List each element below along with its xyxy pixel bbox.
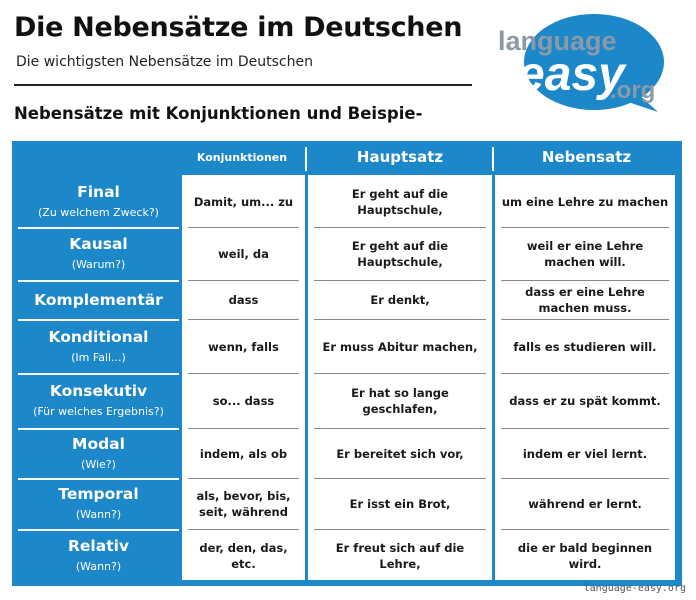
cell-separator [501, 478, 669, 479]
nebensatz-column [495, 175, 675, 580]
cell-separator [188, 428, 299, 429]
row-type-name: Konditional [48, 327, 149, 346]
nebensatz-cell: die er bald beginnen wird. [517, 540, 653, 571]
hauptsatz-cell: Er hat so lange geschlafen, [351, 386, 449, 416]
konjunktion-cell: wenn, falls [208, 339, 279, 354]
row-question: (Für welches Ergebnis?) [33, 405, 164, 418]
row-label-relativ [18, 531, 179, 580]
row-type-name: Kausal [69, 235, 128, 253]
row-type-name: Komplementär [34, 290, 163, 309]
row-type-name: Relativ [67, 536, 130, 555]
nebensatz-cell: während er lernt. [528, 497, 642, 511]
konjunktion-cell: dass [228, 293, 259, 307]
row-type-name: Konsekutiv [49, 382, 148, 400]
nebensatz-cell: dass er eine Lehre machen muss. [525, 285, 645, 315]
hauptsatz-cell: Er bereitet sich vor, [336, 446, 464, 461]
nebensatz-cell: weil er eine Lehre machen will. [526, 239, 644, 269]
watermark: language-easy.org [583, 583, 686, 594]
konjunktion-cell: so... dass [212, 394, 275, 408]
konjunktionen-column [182, 175, 305, 580]
row-label-kausal [18, 229, 179, 279]
hauptsatz-cell: Er denkt, [370, 293, 430, 307]
cell-separator [188, 529, 299, 530]
title-divider [14, 84, 472, 86]
hauptsatz-cell: Er freut sich auf die Lehre, [335, 540, 465, 571]
logo-word-org: .org [610, 77, 656, 104]
cell-separator [501, 529, 669, 530]
hauptsatz-column [308, 175, 492, 580]
row-type-name: Modal [72, 434, 125, 453]
cell-separator [501, 428, 669, 429]
cell-separator [314, 319, 486, 320]
row-label-final [18, 177, 179, 226]
page-subtitle: Die wichtigsten Nebensätze im Deutschen [16, 54, 313, 70]
header-nebensatz: Nebensatz [541, 148, 632, 166]
row-label-komplementär [18, 282, 179, 318]
cell-separator [501, 373, 669, 374]
header-konjunktionen: Konjunktionen [196, 150, 288, 164]
hauptsatz-cell: Er isst ein Brot, [349, 497, 451, 511]
hauptsatz-cell: Er muss Abitur machen, [322, 339, 478, 354]
cell-separator [314, 428, 486, 429]
cell-separator [188, 280, 299, 281]
header-separator [492, 147, 494, 171]
row-label-modal [18, 430, 179, 477]
nebensatz-cell: dass er zu spät kommt. [509, 394, 661, 408]
konjunktion-cell: weil, da [218, 247, 269, 261]
section-heading: Nebensätze mit Konjunktionen und Beispie- [14, 104, 423, 123]
konjunktion-cell: Damit, um... zu [193, 194, 294, 209]
header-hauptsatz: Hauptsatz [356, 148, 444, 166]
row-label-temporal [18, 480, 179, 528]
row-question: (Wann?) [75, 559, 122, 573]
cell-separator [314, 280, 486, 281]
row-type-name: Temporal [58, 485, 139, 503]
row-question: (Warum?) [71, 258, 126, 271]
cell-separator [188, 319, 299, 320]
cell-separator [501, 280, 669, 281]
cell-separator [314, 227, 486, 228]
row-question: (Wie?) [81, 457, 116, 471]
logo-word-easy: easy [518, 48, 625, 101]
cell-separator [501, 227, 669, 228]
konjunktion-cell: der, den, das, etc. [199, 540, 288, 571]
cell-separator [501, 319, 669, 320]
row-type-name: Final [77, 182, 120, 201]
nebensatz-cell: um eine Lehre zu machen [501, 194, 669, 209]
hauptsatz-cell: Er geht auf die Hauptschule, [351, 239, 449, 269]
nebensatz-cell: indem er viel lernt. [522, 446, 648, 461]
cell-separator [188, 478, 299, 479]
hauptsatz-cell: Er geht auf die Hauptschule, [351, 186, 449, 217]
cell-separator [188, 227, 299, 228]
konjunktion-cell: indem, als ob [199, 446, 288, 461]
konjunktion-cell: als, bevor, bis, seit, während [196, 489, 291, 519]
language-easy-logo [496, 6, 676, 114]
cell-separator [314, 373, 486, 374]
cell-separator [188, 373, 299, 374]
cell-separator [314, 478, 486, 479]
page-title: Die Nebensätze im Deutschen [14, 12, 463, 43]
row-question: (Zu welchem Zweck?) [38, 205, 159, 219]
logo-word-language: language [498, 26, 617, 56]
row-question: (Im Fall...) [71, 350, 126, 364]
row-label-konsekutiv [18, 375, 179, 427]
conjunction-table [12, 141, 682, 586]
cell-separator [314, 529, 486, 530]
row-label-konditional [18, 321, 179, 372]
nebensatz-cell: falls es studieren will. [513, 339, 657, 354]
row-question: (Wann?) [75, 508, 122, 521]
